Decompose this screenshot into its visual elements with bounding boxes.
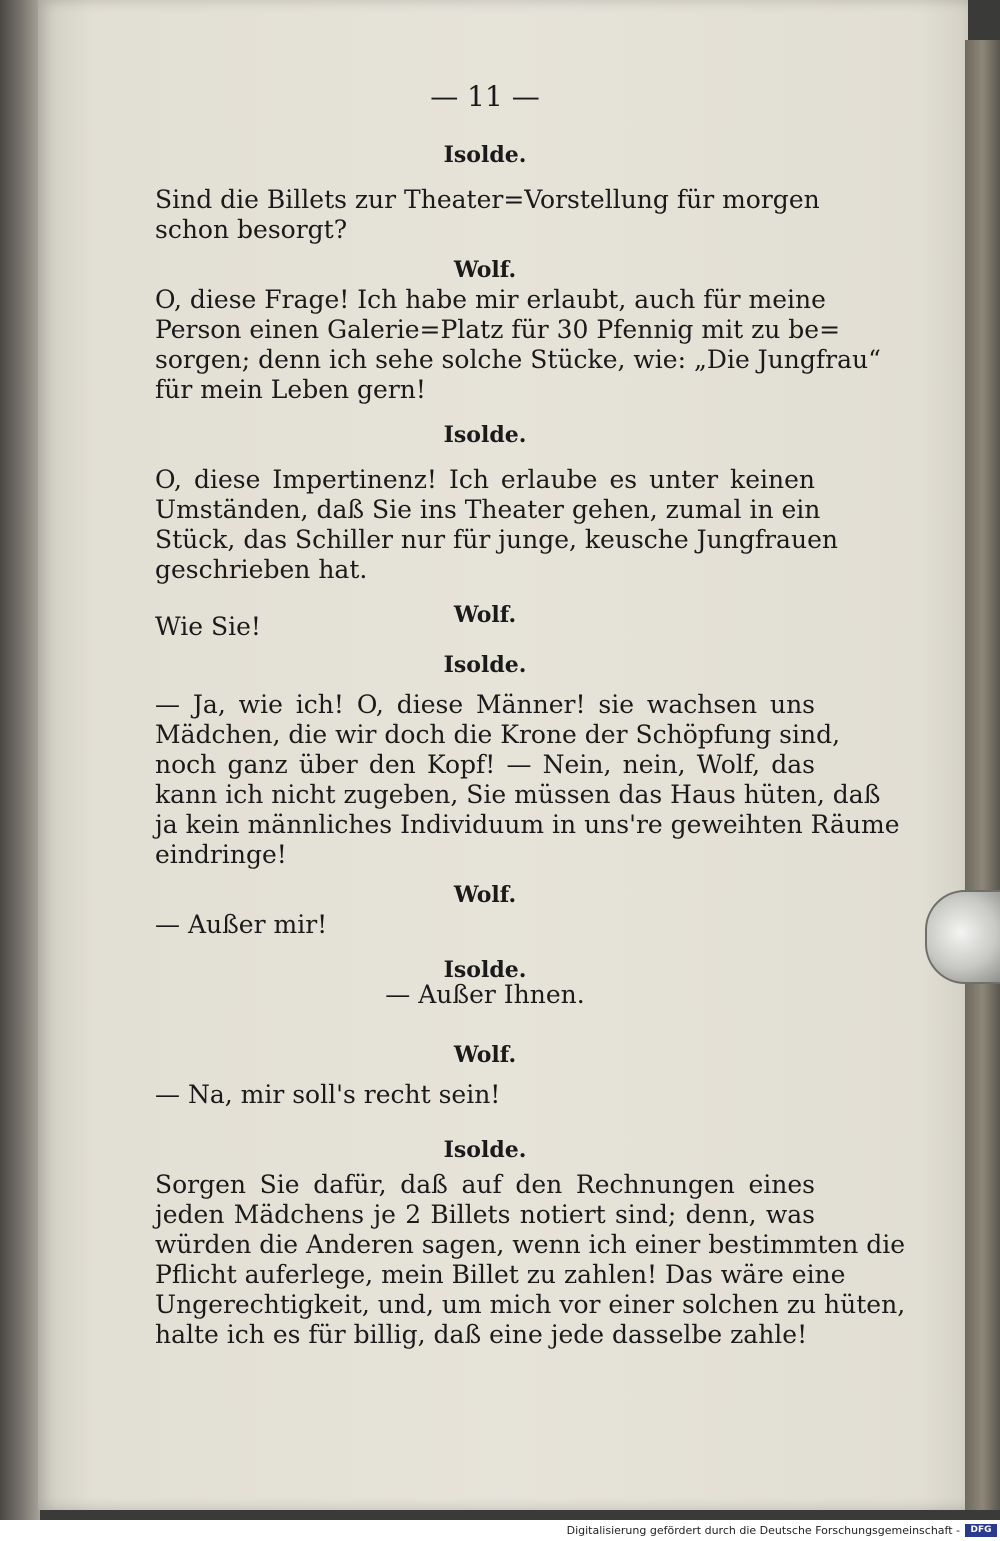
text-line: Stück, das Schiller nur für junge, keusche Jungfrauen: [155, 525, 838, 554]
text-line: sorgen; denn ich sehe solche Stücke, wie: „Die Jungfrau“: [155, 345, 881, 374]
text-line: Pflicht auferlege, mein Billet zu zahlen! Das wäre eine: [155, 1260, 846, 1289]
footer: [0, 1521, 1000, 1541]
text-line: — Außer mir!: [155, 910, 328, 939]
dfg-logo: DFG: [965, 1524, 997, 1537]
text-line: ja kein männliches Individuum in uns're geweihten Räume: [155, 810, 900, 839]
text-line: Wie Sie!: [155, 612, 261, 641]
text-line: Sind die Billets zur Theater=Vorstellung für morgen: [155, 185, 820, 214]
page-stack-edge: [965, 40, 1000, 1510]
text-line: noch ganz über den Kopf! — Nein, nein, Wolf, das: [155, 750, 815, 779]
text-line: Umständen, daß Sie ins Theater gehen, zumal in ein: [155, 495, 821, 524]
text-line: geschrieben hat.: [155, 555, 368, 584]
text-line: eindringe!: [155, 840, 287, 869]
text-line: — Ja, wie ich! O, diese Männer! sie wachsen uns: [155, 690, 815, 719]
footer-credit: Digitalisierung gefördert durch die Deutsche Forschungsgemeinschaft -: [566, 1524, 960, 1537]
text-line: — Außer Ihnen.: [385, 980, 585, 1009]
text-line: Person einen Galerie=Platz für 30 Pfennig mit zu be=: [155, 315, 841, 344]
text-line: halte ich es für billig, daß eine jede dasselbe zahle!: [155, 1320, 808, 1349]
text-line: Sorgen Sie dafür, daß auf den Rechnungen eines: [155, 1170, 815, 1199]
text-line: kann ich nicht zugeben, Sie müssen das Haus hüten, daß: [155, 780, 881, 809]
speaker-name: Isolde.: [443, 652, 527, 678]
speaker-name: Wolf.: [453, 882, 517, 908]
page-number: — 11 —: [430, 80, 540, 113]
page-clip-icon: [925, 890, 1000, 984]
speaker-name: Isolde.: [443, 1137, 527, 1163]
text-line: O, diese Impertinenz! Ich erlaube es unter keinen: [155, 465, 815, 494]
text-line: würden die Anderen sagen, wenn ich einer bestimmten die: [155, 1230, 906, 1259]
text-line: — Na, mir soll's recht sein!: [155, 1080, 501, 1109]
book-cover-edge: [0, 0, 40, 1520]
speaker-name: Wolf.: [453, 257, 517, 283]
speaker-name: Isolde.: [443, 422, 527, 448]
text-line: O, diese Frage! Ich habe mir erlaubt, auch für meine: [155, 285, 826, 314]
speaker-name: Wolf.: [453, 602, 517, 628]
speaker-name: Wolf.: [453, 1042, 517, 1068]
text-line: schon besorgt?: [155, 215, 348, 244]
text-line: für mein Leben gern!: [155, 375, 426, 404]
text-line: Mädchen, die wir doch die Krone der Schöpfung sind,: [155, 720, 841, 749]
speaker-name: Isolde.: [443, 957, 527, 983]
text-line: Ungerechtigkeit, und, um mich vor einer solchen zu hüten,: [155, 1290, 906, 1319]
speaker-name: Isolde.: [443, 142, 527, 168]
text-line: jeden Mädchens je 2 Billets notiert sind; denn, was: [155, 1200, 815, 1229]
